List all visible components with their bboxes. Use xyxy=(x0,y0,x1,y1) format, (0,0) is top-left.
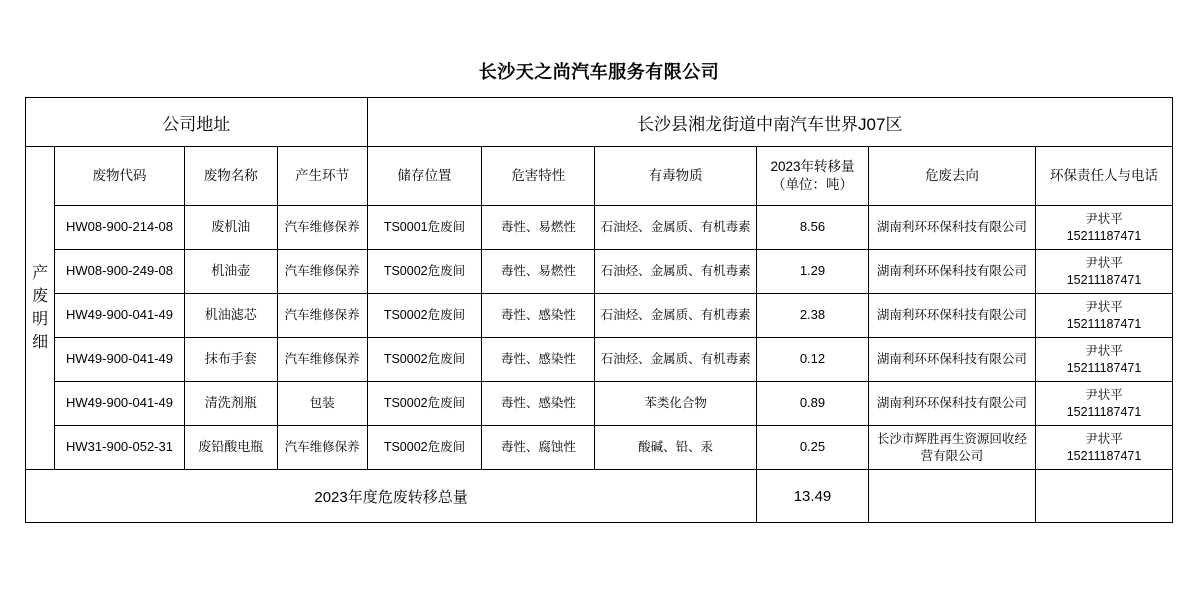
cell-code: HW31-900-052-31 xyxy=(55,426,185,470)
cell-person-name: 尹状平 xyxy=(1085,299,1123,314)
side-label xyxy=(26,147,55,470)
cell-person-phone: 15211187471 xyxy=(1066,228,1142,243)
cell-toxic: 石油烃、金属质、有机毒素 xyxy=(595,338,757,382)
cell-storage: TS0001危废间 xyxy=(367,206,482,250)
table-row xyxy=(26,338,1173,382)
cell-storage: TS0002危废间 xyxy=(367,382,482,426)
cell-person xyxy=(1036,294,1173,338)
cell-person xyxy=(1036,250,1173,294)
cell-stage: 汽车维修保养 xyxy=(277,250,367,294)
address-label: 公司地址 xyxy=(26,98,368,147)
total-label: 2023年度危废转移总量 xyxy=(26,470,757,523)
address-row xyxy=(26,98,1173,147)
cell-destination: 长沙市辉胜再生资源回收经营有限公司 xyxy=(868,426,1035,470)
cell-person xyxy=(1036,338,1173,382)
cell-amount: 0.12 xyxy=(757,338,869,382)
column-header-destination: 危废去向 xyxy=(868,147,1035,206)
cell-hazard: 毒性、易燃性 xyxy=(482,250,595,294)
total-person-blank xyxy=(1036,470,1173,523)
cell-name: 废铅酸电瓶 xyxy=(184,426,277,470)
side-label-char-3: 明 xyxy=(32,311,49,328)
table-row xyxy=(26,382,1173,426)
cell-stage: 汽车维修保养 xyxy=(277,426,367,470)
cell-toxic: 苯类化合物 xyxy=(595,382,757,426)
column-header-toxic: 有毒物质 xyxy=(595,147,757,206)
total-value: 13.49 xyxy=(757,470,869,523)
cell-destination: 湖南利环环保科技有限公司 xyxy=(868,382,1035,426)
side-label-char-4: 细 xyxy=(32,334,49,352)
cell-code: HW08-900-249-08 xyxy=(55,250,185,294)
side-label-char-2: 废 xyxy=(32,287,49,305)
cell-storage: TS0002危废间 xyxy=(367,426,482,470)
cell-name: 废机油 xyxy=(184,206,277,250)
cell-person-name: 尹状平 xyxy=(1085,255,1123,270)
cell-destination: 湖南利环环保科技有限公司 xyxy=(868,338,1035,382)
cell-storage: TS0002危废间 xyxy=(367,338,482,382)
cell-person-phone: 15211187471 xyxy=(1066,404,1142,419)
cell-code: HW08-900-214-08 xyxy=(55,206,185,250)
cell-storage: TS0002危废间 xyxy=(367,250,482,294)
cell-person-phone: 15211187471 xyxy=(1066,272,1142,287)
cell-stage: 汽车维修保养 xyxy=(277,338,367,382)
column-header-person: 环保责任人与电话 xyxy=(1036,147,1173,206)
cell-person-phone: 15211187471 xyxy=(1066,448,1142,463)
table-row xyxy=(26,206,1173,250)
hazardous-waste-table xyxy=(25,97,1173,523)
cell-storage: TS0002危废间 xyxy=(367,294,482,338)
cell-amount: 1.29 xyxy=(757,250,869,294)
cell-toxic: 石油烃、金属质、有机毒素 xyxy=(595,206,757,250)
cell-person xyxy=(1036,206,1173,250)
address-value: 长沙县湘龙街道中南汽车世界J07区 xyxy=(367,98,1172,147)
cell-code: HW49-900-041-49 xyxy=(55,294,185,338)
cell-stage: 汽车维修保养 xyxy=(277,206,367,250)
cell-name: 清洗剂瓶 xyxy=(184,382,277,426)
cell-toxic: 酸碱、铅、汞 xyxy=(595,426,757,470)
table-row xyxy=(26,294,1173,338)
cell-hazard: 毒性、易燃性 xyxy=(482,206,595,250)
column-header-amount xyxy=(757,147,869,206)
table-header-row xyxy=(26,147,1173,206)
total-destination-blank xyxy=(868,470,1035,523)
cell-name: 抹布手套 xyxy=(184,338,277,382)
column-header-name: 废物名称 xyxy=(184,147,277,206)
table-row xyxy=(26,250,1173,294)
cell-person-name: 尹状平 xyxy=(1085,431,1123,446)
cell-stage: 包装 xyxy=(277,382,367,426)
cell-person-phone: 15211187471 xyxy=(1066,316,1142,331)
column-header-stage: 产生环节 xyxy=(277,147,367,206)
side-label-char-1: 产 xyxy=(32,264,49,282)
column-header-storage: 储存位置 xyxy=(367,147,482,206)
cell-hazard: 毒性、感染性 xyxy=(482,382,595,426)
cell-destination: 湖南利环环保科技有限公司 xyxy=(868,206,1035,250)
cell-toxic: 石油烃、金属质、有机毒素 xyxy=(595,294,757,338)
cell-person-name: 尹状平 xyxy=(1085,387,1123,402)
cell-amount: 0.25 xyxy=(757,426,869,470)
cell-stage: 汽车维修保养 xyxy=(277,294,367,338)
cell-amount: 0.89 xyxy=(757,382,869,426)
cell-amount: 8.56 xyxy=(757,206,869,250)
table-row xyxy=(26,426,1173,470)
cell-name: 机油滤芯 xyxy=(184,294,277,338)
cell-person xyxy=(1036,382,1173,426)
cell-hazard: 毒性、感染性 xyxy=(482,338,595,382)
cell-person xyxy=(1036,426,1173,470)
cell-code: HW49-900-041-49 xyxy=(55,338,185,382)
page-title: 长沙天之尚汽车服务有限公司 xyxy=(478,62,720,82)
cell-hazard: 毒性、感染性 xyxy=(482,294,595,338)
column-header-hazard: 危害特性 xyxy=(482,147,595,206)
cell-toxic: 石油烃、金属质、有机毒素 xyxy=(595,250,757,294)
column-header-amount-line1: 2023年转移量 xyxy=(770,158,855,174)
cell-name: 机油壶 xyxy=(184,250,277,294)
cell-amount: 2.38 xyxy=(757,294,869,338)
column-header-code: 废物代码 xyxy=(55,147,185,206)
cell-person-name: 尹状平 xyxy=(1085,343,1123,358)
total-row xyxy=(26,470,1173,523)
cell-person-phone: 15211187471 xyxy=(1066,360,1142,375)
cell-person-name: 尹状平 xyxy=(1085,211,1123,226)
cell-destination: 湖南利环环保科技有限公司 xyxy=(868,250,1035,294)
column-header-amount-line2: （单位：吨） xyxy=(771,177,853,192)
cell-hazard: 毒性、腐蚀性 xyxy=(482,426,595,470)
cell-code: HW49-900-041-49 xyxy=(55,382,185,426)
cell-destination: 湖南利环环保科技有限公司 xyxy=(868,294,1035,338)
